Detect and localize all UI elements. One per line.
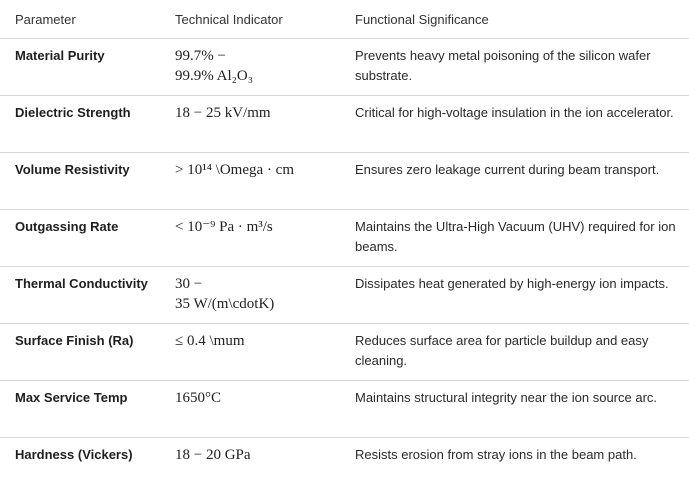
- indicator-line: 1650°C: [175, 388, 340, 408]
- parameter-cell: Hardness (Vickers): [0, 438, 160, 480]
- table-row: [0, 39, 689, 96]
- parameter-cell: Volume Resistivity: [0, 153, 160, 210]
- significance-cell: Critical for high-voltage insulation in the ion accelerator.: [341, 96, 689, 153]
- table-header-row: [0, 0, 689, 39]
- indicator-cell: [160, 210, 341, 267]
- significance-cell: Maintains structural integrity near the ion source arc.: [341, 381, 689, 438]
- table-row: [0, 438, 689, 480]
- indicator-line: > 10¹⁴ \Omega · cm: [175, 160, 340, 180]
- table-row: [0, 210, 689, 267]
- parameter-cell: Dielectric Strength: [0, 96, 160, 153]
- parameter-cell: Material Purity: [0, 39, 160, 96]
- parameter-cell: Thermal Conductivity: [0, 267, 160, 324]
- indicator-line: 30 −: [175, 274, 340, 294]
- significance-cell: Maintains the Ultra-High Vacuum (UHV) required for ion beams.: [341, 210, 689, 267]
- table-row: [0, 324, 689, 381]
- table-row: [0, 96, 689, 153]
- table-row: [0, 267, 689, 324]
- indicator-cell: [160, 381, 341, 438]
- significance-cell: Prevents heavy metal poisoning of the silicon wafer substrate.: [341, 39, 689, 96]
- table-row: [0, 153, 689, 210]
- parameter-cell: Surface Finish (Ra): [0, 324, 160, 381]
- significance-cell: Ensures zero leakage current during beam transport.: [341, 153, 689, 210]
- indicator-line: 18 − 20 GPa: [175, 445, 340, 465]
- indicator-line: 99.9% Al₂O₃: [175, 66, 340, 86]
- indicator-cell: [160, 96, 341, 153]
- header-functional-significance: Functional Significance: [341, 0, 689, 39]
- significance-cell: Reduces surface area for particle buildup and easy cleaning.: [341, 324, 689, 381]
- table-row: [0, 381, 689, 438]
- header-technical-indicator: Technical Indicator: [160, 0, 341, 39]
- indicator-cell: [160, 267, 341, 324]
- header-parameter: Parameter: [0, 0, 160, 39]
- indicator-line: < 10⁻⁹ Pa · m³/s: [175, 217, 340, 237]
- indicator-line: 18 − 25 kV/mm: [175, 103, 340, 123]
- indicator-cell: [160, 438, 341, 480]
- indicator-cell: [160, 153, 341, 210]
- indicator-cell: [160, 324, 341, 381]
- indicator-line: ≤ 0.4 \mum: [175, 331, 340, 351]
- significance-cell: Dissipates heat generated by high-energy ion impacts.: [341, 267, 689, 324]
- indicator-line: 35 W/(m\cdotK): [175, 294, 340, 314]
- indicator-cell: [160, 39, 341, 96]
- parameter-cell: Outgassing Rate: [0, 210, 160, 267]
- parameter-cell: Max Service Temp: [0, 381, 160, 438]
- indicator-line: 99.7% −: [175, 46, 340, 66]
- significance-cell: Resists erosion from stray ions in the beam path.: [341, 438, 689, 480]
